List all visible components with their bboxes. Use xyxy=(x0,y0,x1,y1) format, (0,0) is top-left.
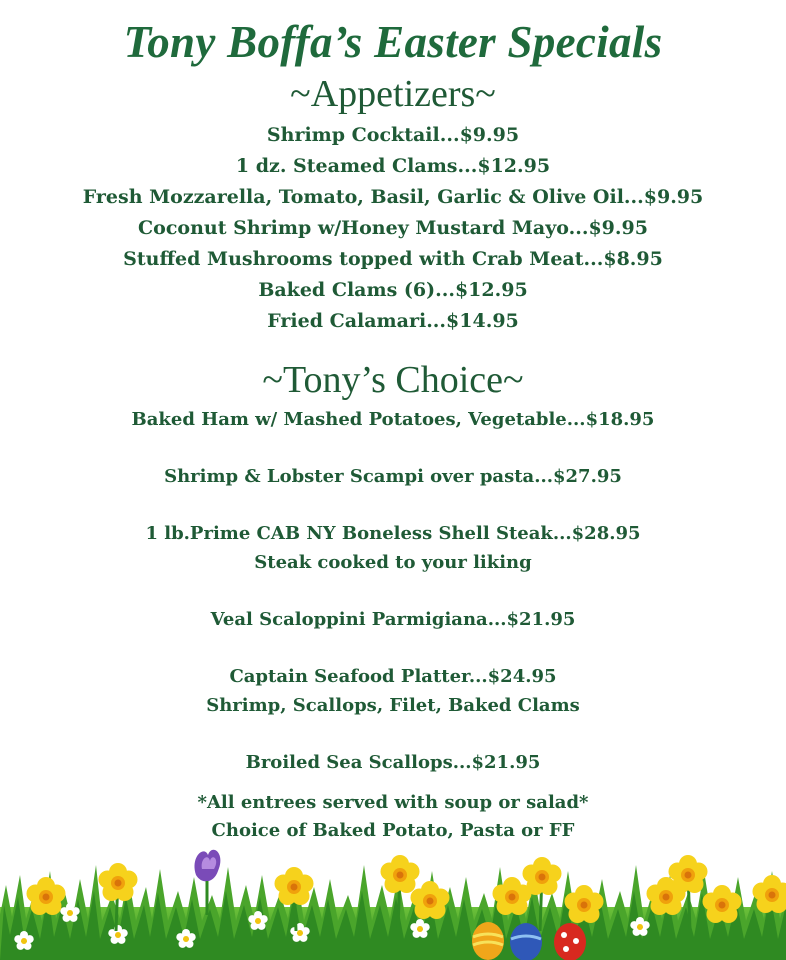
entree-item: 1 lb.Prime CAB NY Boneless Shell Steak...$28.95 xyxy=(145,523,641,545)
spacer xyxy=(0,435,786,464)
tonys-choice-list xyxy=(0,406,786,778)
spacer xyxy=(0,578,786,607)
entree-item: Captain Seafood Platter...$24.95 xyxy=(229,666,557,688)
entree-item: Shrimp & Lobster Scampi over pasta...$27.95 xyxy=(164,466,622,488)
appetizer-item: Fried Calamari...$14.95 xyxy=(267,310,519,332)
spacer xyxy=(0,492,786,521)
menu-title: Tony Boffa’s Easter Specials xyxy=(123,17,663,67)
spacer xyxy=(0,721,786,750)
appetizer-item: Stuffed Mushrooms topped with Crab Meat...$8.95 xyxy=(123,248,663,270)
spacer xyxy=(0,635,786,664)
appetizer-item: Fresh Mozzarella, Tomato, Basil, Garlic & Olive Oil...$9.95 xyxy=(82,186,704,208)
footnote-line: *All entrees served with soup or salad* xyxy=(197,792,589,813)
tonys-choice-heading: ~Tony’s Choice~ xyxy=(262,359,524,401)
entree-item: Broiled Sea Scallops...$21.95 xyxy=(245,752,541,774)
entree-note: Steak cooked to your liking xyxy=(254,551,532,573)
entree-item: Baked Ham w/ Mashed Potatoes, Vegetable...$18.95 xyxy=(131,409,655,430)
entree-note: Shrimp, Scallops, Filet, Baked Clams xyxy=(206,694,580,716)
appetizer-item: Shrimp Cocktail...$9.95 xyxy=(266,124,520,146)
easter-egg-icon xyxy=(472,922,586,960)
appetizers-list xyxy=(0,120,786,337)
footnote-line: Choice of Baked Potato, Pasta or FF xyxy=(211,820,575,841)
appetizer-item: 1 dz. Steamed Clams...$12.95 xyxy=(235,155,551,177)
appetizer-item: Baked Clams (6)...$12.95 xyxy=(258,279,528,301)
appetizer-item: Coconut Shrimp w/Honey Mustard Mayo...$9.95 xyxy=(138,217,648,239)
entree-item: Veal Scaloppini Parmigiana...$21.95 xyxy=(210,609,576,631)
appetizers-heading: ~Appetizers~ xyxy=(290,73,496,115)
garden-illustration xyxy=(0,835,786,960)
